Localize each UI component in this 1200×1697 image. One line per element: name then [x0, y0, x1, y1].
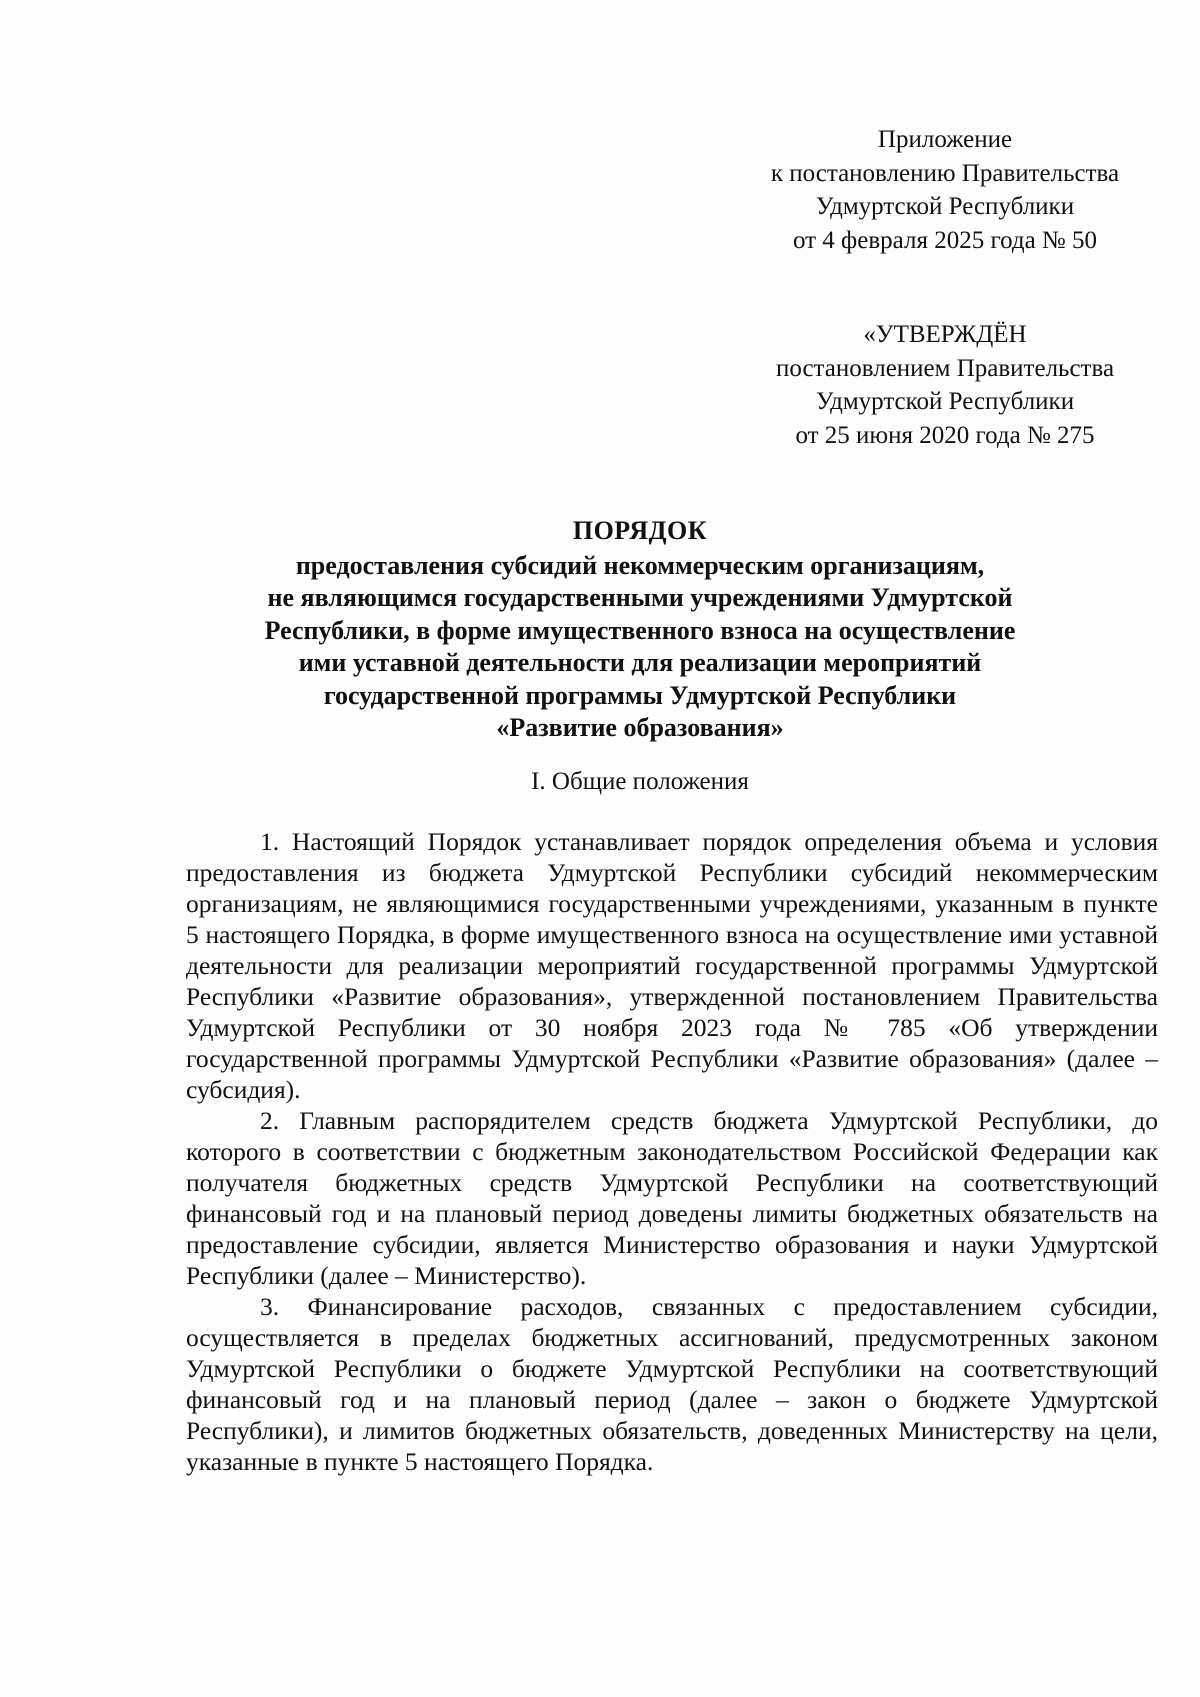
title-subtitle-line: государственной программы Удмуртской Республики — [323, 680, 957, 710]
title-subtitle-line: не являющимся государственными учреждениями Удмуртской — [267, 583, 1013, 612]
approval-line: постановлением Правительства — [775, 354, 1115, 382]
paragraph-3: 3. Финансирование расходов, связанных с предоставлением субсидии, осуществляется в пределах бюджетных ассигнований, предусмотренных законом Удмуртской Республики о бюджете Удмуртской Республики на соответствующий финансовый год и на плановый период (далее – закон о бюджете Удмуртской Республики), и лимитов бюджетных обязательств, доведенных Министерству на цели, указанные в пункте 5 настоящего Порядка. — [186, 1292, 1158, 1476]
attachment-line: от 4 февраля 2025 года № 50 — [792, 226, 1098, 254]
approval-line: от 25 июня 2020 года № 275 — [795, 421, 1095, 449]
title-subtitle-line: предоставления субсидий некоммерческим организациям, — [295, 550, 985, 580]
attachment-line: Удмуртской Республики — [815, 193, 1075, 220]
paragraph-1: 1. Настоящий Порядок устанавливает порядок определения объема и условия предоставления из бюджета Удмуртской Республики субсидий некоммерческим организациям, не являющимися государственными учреждениями, указанным в пункте 5 настоящего Порядка, в форме имущественного взноса на осуществление ими уставной деятельности для реализации мероприятий государственной программы Удмуртской Республики «Развитие образования», утвержденной постановлением Правительства Удмуртской Республики от 30 ноября 2023 года № 785 «Об утверждении государственной программы Удмуртской Республики «Развитие образования» (далее – субсидия). — [186, 827, 1158, 1104]
title-subtitle-line: «Развитие образования» — [496, 713, 784, 742]
title-subtitle-line: Республики, в форме имущественного взноса на осуществление — [264, 615, 1016, 645]
approval-line: Удмуртской Республики — [815, 388, 1075, 415]
paragraph-2: 2. Главным распорядителем средств бюджета Удмуртской Республики, до которого в соответствии с бюджетным законодательством Российской Федерации как получателя бюджетных средств Удмуртской Республики на соответствующий финансовый год и на плановый период доведены лимиты бюджетных обязательств на предоставление субсидии, является Министерство образования и науки Удмуртской Республики (далее – Министерство). — [186, 1106, 1158, 1290]
approval-stamp — [740, 318, 1150, 452]
attachment-line: к постановлению Правительства — [770, 159, 1120, 187]
approval-line: «УТВЕРЖДЁН — [863, 321, 1027, 348]
title-subtitle-line: ими уставной деятельности для реализации мероприятий — [298, 648, 982, 677]
attachment-header — [740, 123, 1150, 257]
attachment-line: Приложение — [877, 126, 1013, 153]
section-heading: I. Общие положения — [531, 768, 749, 795]
document-title — [180, 515, 1100, 745]
document-body — [186, 826, 1158, 1477]
title-main: ПОРЯДОК — [572, 516, 708, 545]
